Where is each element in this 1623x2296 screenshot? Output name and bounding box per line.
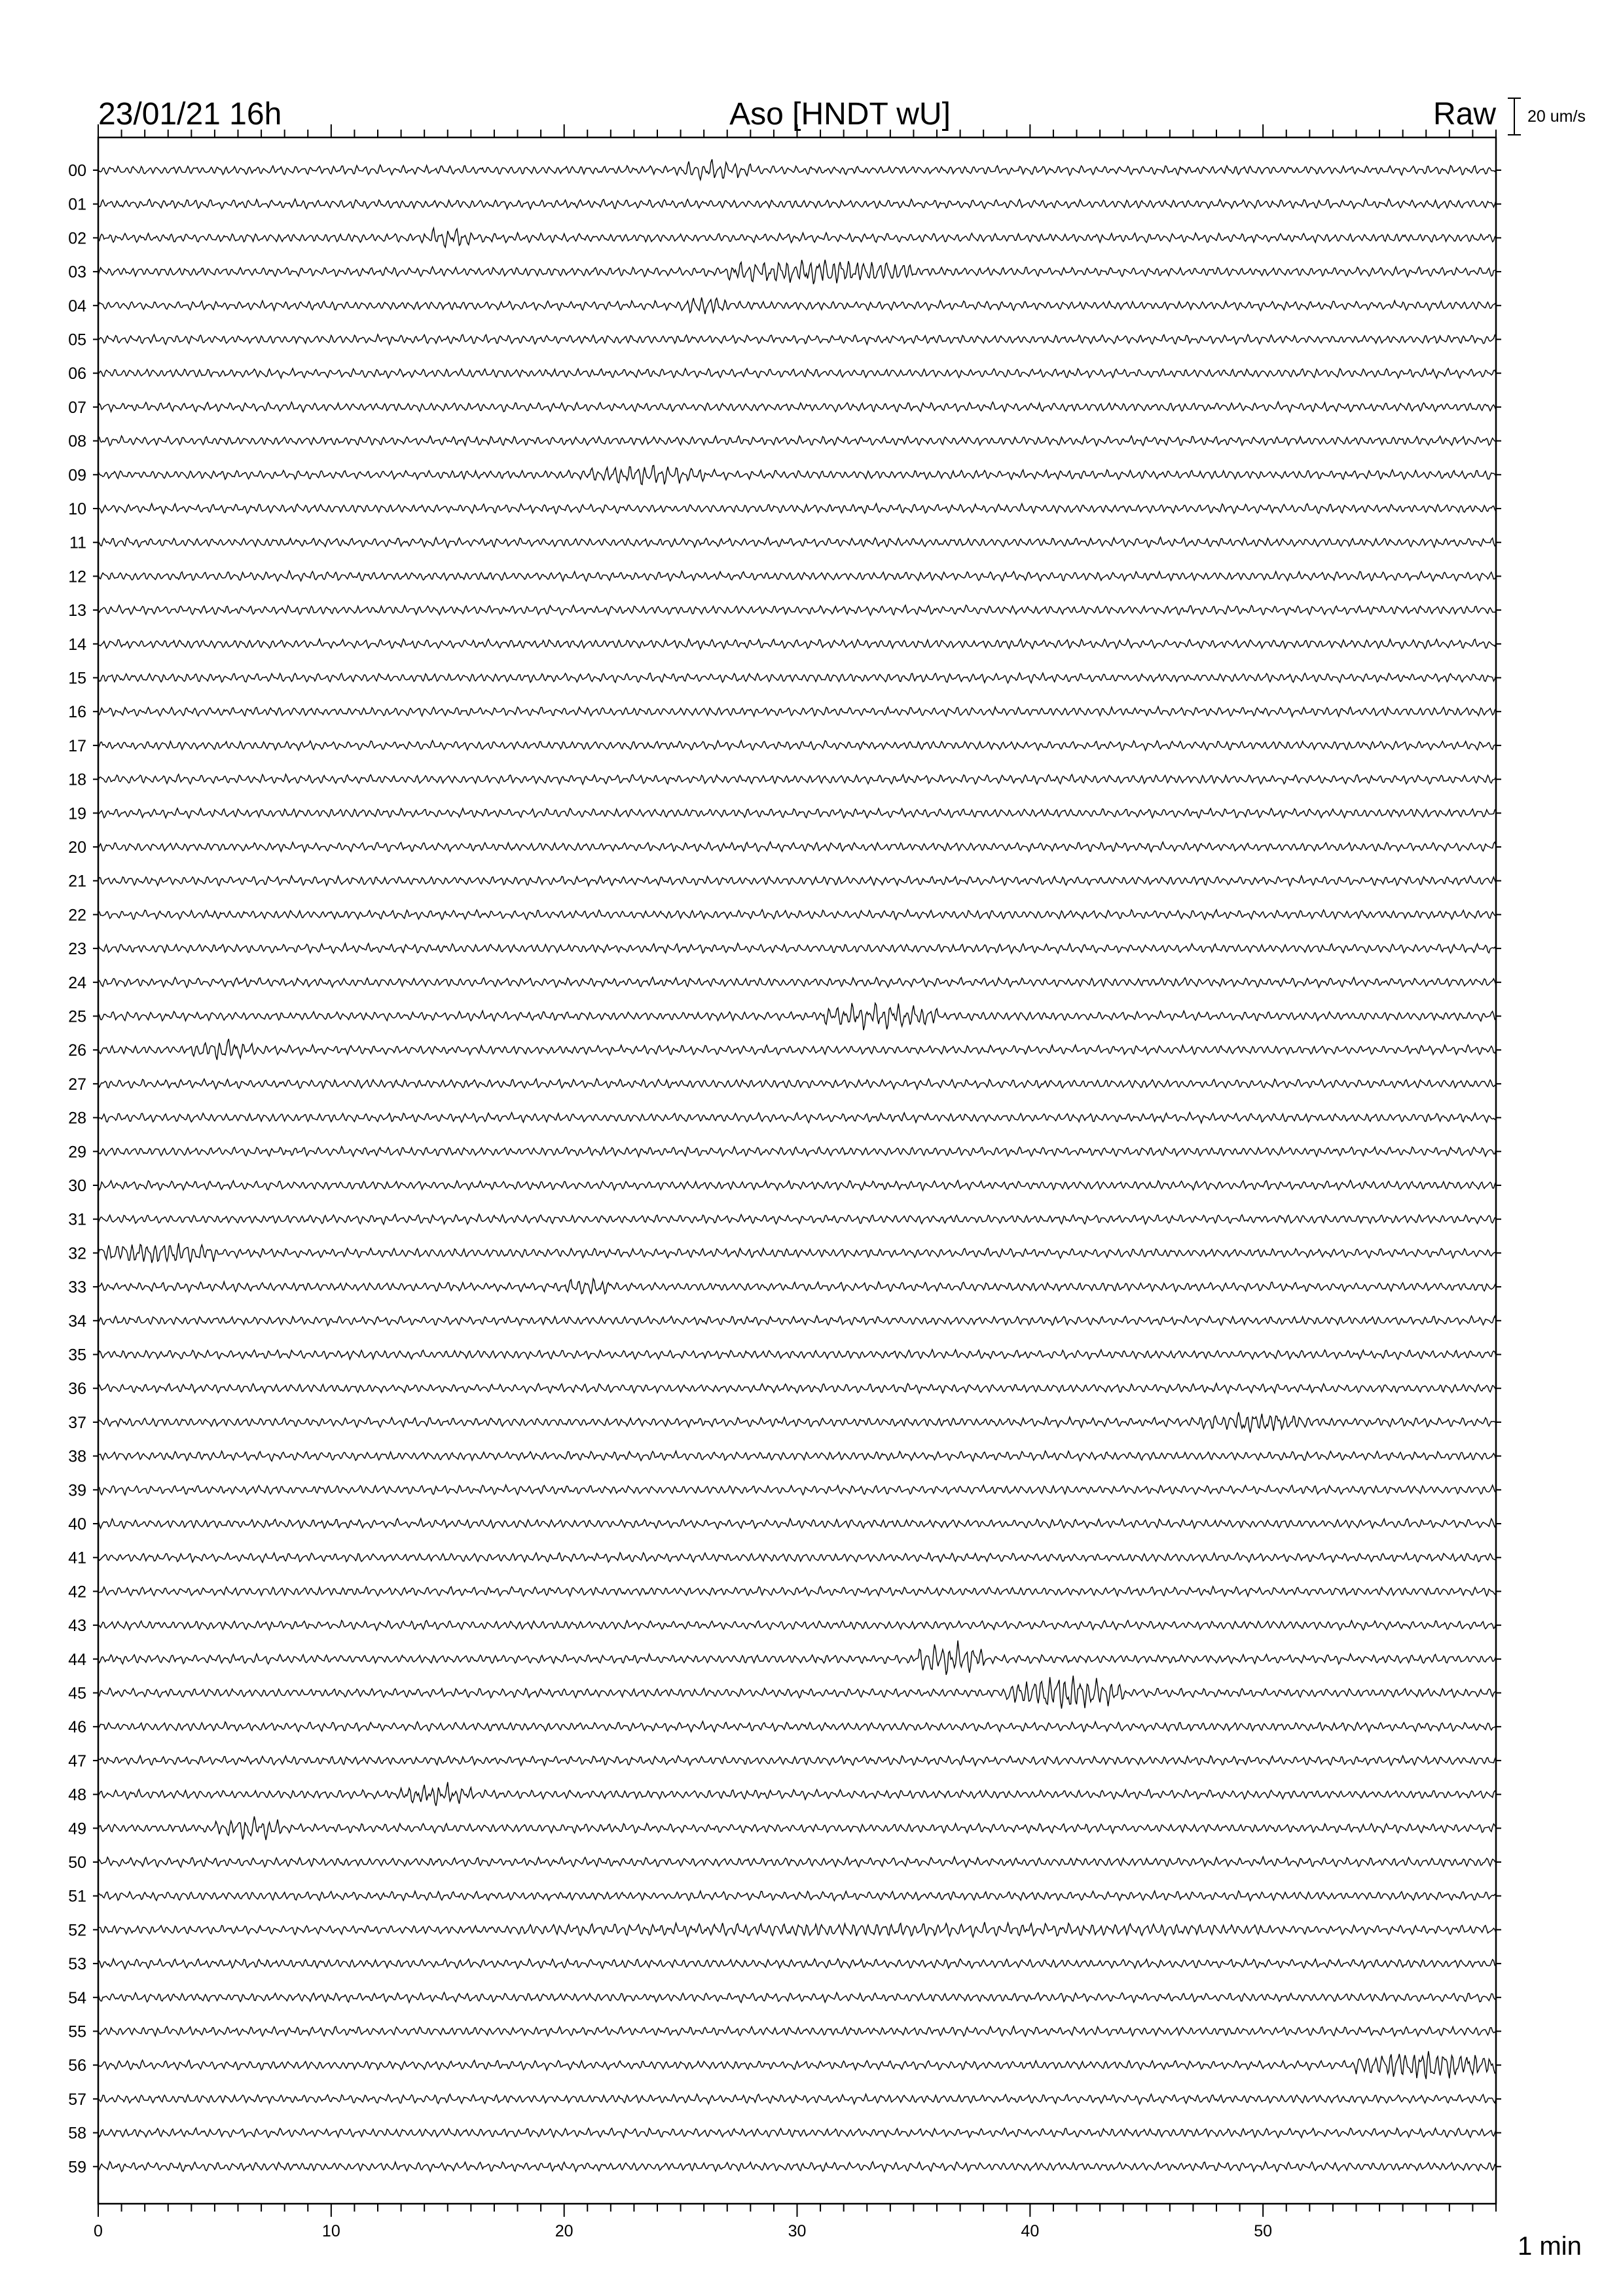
- traces: [98, 159, 1496, 2172]
- trace-row-49: [98, 1816, 1496, 1840]
- trace-row-58: [98, 2128, 1496, 2138]
- row-label: 52: [68, 1921, 86, 1940]
- row-label: 04: [68, 296, 86, 315]
- trace-row-36: [98, 1384, 1496, 1393]
- row-label: 48: [68, 1785, 86, 1804]
- trace-row-43: [98, 1621, 1496, 1630]
- row-label: 47: [68, 1751, 86, 1770]
- trace-row-34: [98, 1316, 1496, 1325]
- trace-row-11: [98, 537, 1496, 548]
- row-label: 39: [68, 1481, 86, 1500]
- row-label: 07: [68, 398, 86, 417]
- row-label: 51: [68, 1887, 86, 1906]
- row-label: 33: [68, 1278, 86, 1297]
- trace-row-56: [98, 2051, 1496, 2079]
- trace-row-16: [98, 707, 1496, 717]
- date-hour-label: 23/01/21 16h: [98, 97, 282, 132]
- row-label: 15: [68, 669, 86, 688]
- trace-row-21: [98, 876, 1496, 886]
- row-label: 26: [68, 1041, 86, 1060]
- row-label: 41: [68, 1549, 86, 1568]
- trace-row-25: [98, 1003, 1496, 1030]
- row-label: 08: [68, 432, 86, 451]
- trace-row-28: [98, 1113, 1496, 1123]
- trace-row-19: [98, 808, 1496, 818]
- row-label: 12: [68, 567, 86, 586]
- scale-label: 20 um/s: [1527, 107, 1586, 126]
- row-label: 57: [68, 2090, 86, 2109]
- row-label: 02: [68, 229, 86, 248]
- chart-title: Aso [HNDT wU]: [729, 97, 951, 132]
- trace-row-13: [98, 605, 1496, 615]
- trace-row-57: [98, 2094, 1496, 2104]
- row-label: 16: [68, 703, 86, 722]
- x-tick-label: 40: [1021, 2222, 1040, 2240]
- trace-row-04: [98, 298, 1496, 314]
- trace-row-51: [98, 1891, 1496, 1901]
- trace-row-05: [98, 334, 1496, 344]
- row-labels: [68, 162, 1501, 2176]
- trace-row-48: [98, 1782, 1496, 1806]
- row-label: 25: [68, 1007, 86, 1026]
- trace-row-22: [98, 910, 1496, 920]
- row-label: 27: [68, 1075, 86, 1094]
- row-label: 22: [68, 906, 86, 925]
- trace-row-03: [98, 260, 1496, 284]
- row-label: 55: [68, 2022, 86, 2041]
- trace-row-07: [98, 402, 1496, 412]
- row-label: 01: [68, 195, 86, 214]
- row-label: 28: [68, 1109, 86, 1128]
- trace-row-14: [98, 639, 1496, 649]
- row-label: 40: [68, 1515, 86, 1534]
- trace-row-20: [98, 842, 1496, 852]
- trace-row-46: [98, 1721, 1496, 1732]
- row-label: 18: [68, 770, 86, 789]
- x-tick-labels: [94, 2222, 1272, 2240]
- trace-row-54: [98, 1992, 1496, 2002]
- trace-row-08: [98, 436, 1496, 446]
- trace-row-45: [98, 1676, 1496, 1708]
- trace-row-41: [98, 1552, 1496, 1562]
- row-label: 29: [68, 1143, 86, 1162]
- row-label: 59: [68, 2158, 86, 2177]
- row-label: 56: [68, 2056, 86, 2075]
- row-label: 21: [68, 872, 86, 891]
- row-label: 09: [68, 466, 86, 485]
- row-label: 06: [68, 365, 86, 384]
- trace-row-17: [98, 741, 1496, 751]
- trace-row-55: [98, 2026, 1496, 2036]
- trace-row-00: [98, 159, 1496, 179]
- trace-row-06: [98, 368, 1496, 378]
- trace-row-29: [98, 1147, 1496, 1157]
- x-tick-label: 50: [1254, 2222, 1273, 2240]
- trace-row-47: [98, 1756, 1496, 1766]
- row-label: 31: [68, 1210, 86, 1229]
- amplitude-scale-bar: [1508, 98, 1521, 135]
- trace-row-44: [98, 1640, 1496, 1675]
- row-label: 58: [68, 2124, 86, 2143]
- row-label: 23: [68, 940, 86, 959]
- trace-row-32: [98, 1243, 1496, 1263]
- row-label: 38: [68, 1447, 86, 1466]
- x-tick-label: 0: [94, 2222, 103, 2240]
- row-label: 11: [69, 533, 86, 552]
- trace-row-30: [98, 1180, 1496, 1191]
- x-tick-label: 20: [555, 2222, 574, 2240]
- row-label: 46: [68, 1718, 86, 1737]
- trace-row-27: [98, 1079, 1496, 1089]
- trace-row-15: [98, 673, 1496, 683]
- trace-row-12: [98, 571, 1496, 581]
- row-label: 20: [68, 838, 86, 857]
- trace-row-24: [98, 977, 1496, 988]
- row-label: 14: [68, 635, 86, 654]
- row-label: 00: [68, 162, 86, 180]
- row-label: 53: [68, 1955, 86, 1974]
- x-unit-label: 1 min: [1518, 2232, 1582, 2261]
- row-label: 10: [68, 500, 86, 518]
- row-label: 32: [68, 1244, 86, 1263]
- trace-row-31: [98, 1214, 1496, 1224]
- trace-row-10: [98, 503, 1496, 514]
- x-tick-label: 30: [788, 2222, 807, 2240]
- row-label: 19: [68, 804, 86, 823]
- trace-row-39: [98, 1485, 1496, 1495]
- trace-row-09: [98, 465, 1496, 484]
- trace-row-33: [98, 1279, 1496, 1295]
- trace-row-26: [98, 1039, 1496, 1060]
- row-label: 05: [68, 331, 86, 350]
- x-tick-label: 10: [321, 2222, 340, 2240]
- row-label: 45: [68, 1684, 86, 1703]
- row-label: 37: [68, 1413, 86, 1432]
- trace-row-23: [98, 943, 1496, 954]
- row-label: 03: [68, 263, 86, 282]
- row-label: 44: [68, 1650, 86, 1669]
- row-label: 24: [68, 973, 86, 992]
- trace-row-53: [98, 1959, 1496, 1969]
- trace-row-37: [98, 1412, 1496, 1433]
- trace-row-59: [98, 2162, 1496, 2172]
- row-label: 34: [68, 1312, 86, 1331]
- row-label: 54: [68, 1988, 86, 2007]
- trace-row-38: [98, 1451, 1496, 1461]
- row-label: 49: [68, 1820, 86, 1839]
- row-label: 42: [68, 1583, 86, 1602]
- row-label: 17: [68, 736, 86, 755]
- trace-row-35: [98, 1350, 1496, 1359]
- trace-row-50: [98, 1857, 1496, 1867]
- trace-row-18: [98, 774, 1496, 784]
- trace-row-42: [98, 1587, 1496, 1596]
- row-label: 50: [68, 1854, 86, 1872]
- trace-row-52: [98, 1922, 1496, 1937]
- row-label: 30: [68, 1177, 86, 1195]
- row-label: 43: [68, 1617, 86, 1636]
- row-label: 36: [68, 1380, 86, 1399]
- trace-row-01: [98, 199, 1496, 209]
- row-label: 13: [68, 601, 86, 620]
- row-label: 35: [68, 1346, 86, 1365]
- trace-row-40: [98, 1518, 1496, 1528]
- trace-row-02: [98, 228, 1496, 247]
- mode-label: Raw: [1432, 97, 1496, 132]
